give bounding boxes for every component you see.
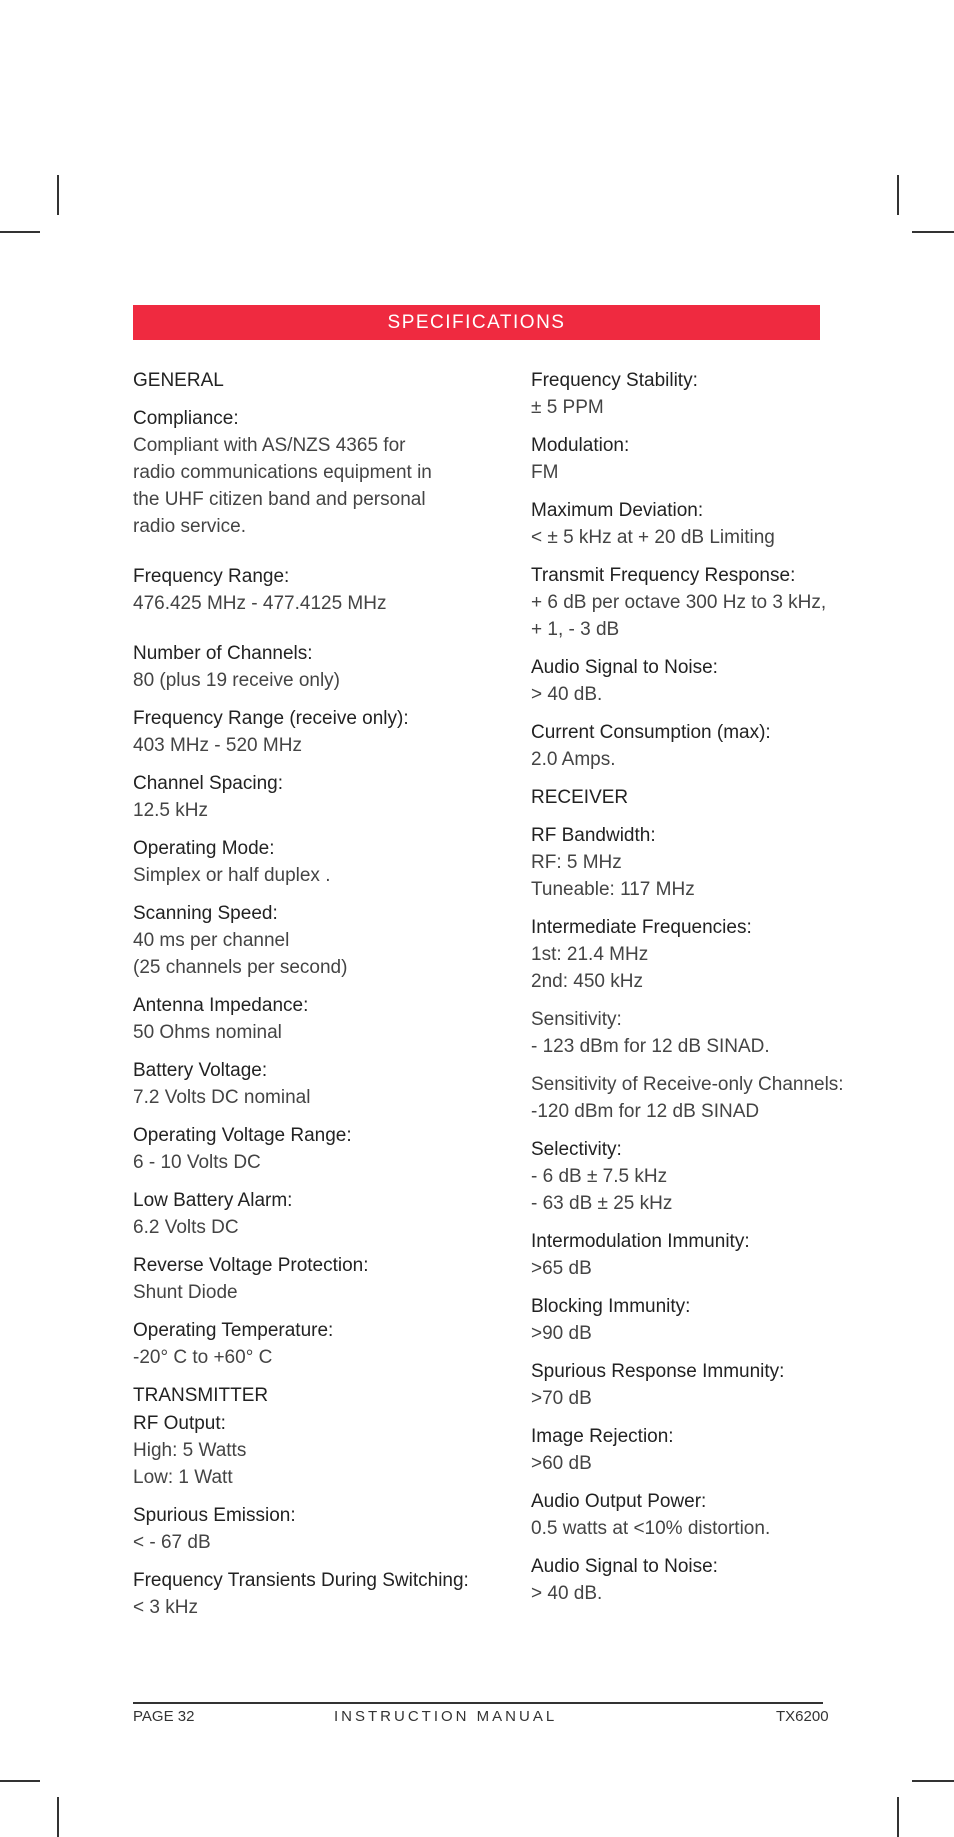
manual-title: INSTRUCTION MANUAL xyxy=(334,1708,558,1725)
spec-item-battery-voltage xyxy=(133,1057,503,1111)
spec-label: Audio Signal to Noise: xyxy=(531,657,718,678)
spec-value: - 6 dB ± 7.5 kHz - 63 dB ± 25 kHz xyxy=(531,1166,673,1214)
spec-item-intermodulation-immunity xyxy=(531,1228,931,1282)
spec-label: Audio Output Power: xyxy=(531,1491,707,1512)
spec-label: Sensitivity of Receive-only Channels: xyxy=(531,1074,844,1095)
crop-mark xyxy=(57,1797,59,1837)
spec-label: Transmit Frequency Response: xyxy=(531,565,796,586)
spec-item-rf-output xyxy=(133,1410,503,1491)
spec-label: Audio Signal to Noise: xyxy=(531,1556,718,1577)
spec-item-rf-bandwidth xyxy=(531,822,931,903)
spec-value: + 6 dB per octave 300 Hz to 3 kHz, + 1, - 3 dB xyxy=(531,592,827,640)
spec-value: Shunt Diode xyxy=(133,1282,238,1303)
spec-item-operating-voltage-range xyxy=(133,1122,503,1176)
section-heading-general: GENERAL xyxy=(133,370,224,391)
spec-item-reverse-voltage-protection xyxy=(133,1252,503,1306)
spec-value: 0.5 watts at <10% distortion. xyxy=(531,1518,771,1539)
spec-value: > 40 dB. xyxy=(531,684,603,705)
spec-item-modulation xyxy=(531,432,931,486)
spec-value: < - 67 dB xyxy=(133,1532,211,1553)
spec-item-low-battery-alarm xyxy=(133,1187,503,1241)
spec-item-sensitivity-of-receive-only-channels xyxy=(531,1071,931,1125)
spec-label: Blocking Immunity: xyxy=(531,1296,691,1317)
spec-value: -120 dBm for 12 dB SINAD xyxy=(531,1101,760,1122)
spec-label: Maximum Deviation: xyxy=(531,500,704,521)
spec-item-spurious-emission xyxy=(133,1502,503,1556)
spec-item-current-consumption-max xyxy=(531,719,931,773)
spec-value: 6 - 10 Volts DC xyxy=(133,1152,261,1173)
spec-value: >90 dB xyxy=(531,1323,592,1344)
spec-label: Selectivity: xyxy=(531,1139,622,1160)
spec-value: ± 5 PPM xyxy=(531,397,604,418)
crop-mark xyxy=(897,1797,899,1837)
spec-value: 12.5 kHz xyxy=(133,800,208,821)
spec-label: Image Rejection: xyxy=(531,1426,674,1447)
spec-item-audio-output-power xyxy=(531,1488,931,1542)
spec-item-operating-temperature xyxy=(133,1317,503,1371)
spec-label: Low Battery Alarm: xyxy=(133,1190,293,1211)
spec-label: Operating Mode: xyxy=(133,838,275,859)
spec-item-intermediate-frequencies xyxy=(531,914,931,995)
spec-item-frequency-transients-during-switching xyxy=(133,1567,503,1621)
spec-label: Frequency Range (receive only): xyxy=(133,708,409,729)
spec-item-operating-mode xyxy=(133,835,503,889)
crop-mark xyxy=(0,231,40,233)
spec-item-scanning-speed xyxy=(133,900,503,981)
spec-value: FM xyxy=(531,462,559,483)
spec-value: Compliant with AS/NZS 4365 for radio communications equipment in the UHF citizen band and personal radio service. xyxy=(133,435,432,537)
spec-label: Intermediate Frequencies: xyxy=(531,917,752,938)
spec-item-transmit-frequency-response xyxy=(531,562,931,643)
spec-item-maximum-deviation xyxy=(531,497,931,551)
spec-value: >70 dB xyxy=(531,1388,592,1409)
spec-label: Antenna Impedance: xyxy=(133,995,309,1016)
crop-mark xyxy=(57,175,59,215)
spec-item-frequency-stability xyxy=(531,367,931,421)
right-spec-column xyxy=(531,367,931,1618)
spec-label: Number of Channels: xyxy=(133,643,313,664)
spec-item-compliance xyxy=(133,405,503,540)
spec-value: 7.2 Volts DC nominal xyxy=(133,1087,311,1108)
spec-label: Scanning Speed: xyxy=(133,903,278,924)
spec-label: Compliance: xyxy=(133,408,239,429)
spec-label: RF Output: xyxy=(133,1413,226,1434)
spec-label: Operating Temperature: xyxy=(133,1320,334,1341)
spec-label: Frequency Stability: xyxy=(531,370,698,391)
spec-value: 2.0 Amps. xyxy=(531,749,616,770)
spec-value: 403 MHz - 520 MHz xyxy=(133,735,302,756)
spec-value: 6.2 Volts DC xyxy=(133,1217,239,1238)
spec-label: Current Consumption (max): xyxy=(531,722,771,743)
spec-item-antenna-impedance xyxy=(133,992,503,1046)
spec-value: Simplex or half duplex . xyxy=(133,865,331,886)
crop-mark xyxy=(897,175,899,215)
spec-label: Spurious Response Immunity: xyxy=(531,1361,785,1382)
spec-item-number-of-channels xyxy=(133,640,503,694)
spec-label: Spurious Emission: xyxy=(133,1505,296,1526)
spec-label: Battery Voltage: xyxy=(133,1060,268,1081)
spec-item-frequency-range xyxy=(133,563,503,617)
spec-label: Operating Voltage Range: xyxy=(133,1125,352,1146)
spec-value: >65 dB xyxy=(531,1258,592,1279)
crop-mark xyxy=(912,231,954,233)
spec-item-frequency-range-receive-only xyxy=(133,705,503,759)
page-number: PAGE 32 xyxy=(133,1708,195,1725)
spec-value: High: 5 Watts Low: 1 Watt xyxy=(133,1440,247,1488)
section-heading-transmitter: TRANSMITTER xyxy=(133,1385,269,1406)
spec-value: > 40 dB. xyxy=(531,1583,603,1604)
spec-label: Reverse Voltage Protection: xyxy=(133,1255,369,1276)
spec-value: -20° C to +60° C xyxy=(133,1347,273,1368)
spec-item-channel-spacing xyxy=(133,770,503,824)
section-heading-receiver: RECEIVER xyxy=(531,787,629,808)
spec-label: Frequency Transients During Switching: xyxy=(133,1570,469,1591)
spec-item-image-rejection xyxy=(531,1423,931,1477)
spec-value: - 123 dBm for 12 dB SINAD. xyxy=(531,1036,770,1057)
spec-value: 476.425 MHz - 477.4125 MHz xyxy=(133,593,387,614)
spec-item-selectivity xyxy=(531,1136,931,1217)
spec-label: Intermodulation Immunity: xyxy=(531,1231,750,1252)
spec-item-audio-signal-to-noise xyxy=(531,654,931,708)
spec-label: RF Bandwidth: xyxy=(531,825,656,846)
crop-mark xyxy=(912,1780,954,1782)
section-banner: SPECIFICATIONS xyxy=(133,305,820,340)
spec-item-spurious-response-immunity xyxy=(531,1358,931,1412)
spec-item-blocking-immunity xyxy=(531,1293,931,1347)
spec-label: Sensitivity: xyxy=(531,1009,622,1030)
spec-label: Modulation: xyxy=(531,435,630,456)
spec-value: < 3 kHz xyxy=(133,1597,198,1618)
left-spec-column xyxy=(133,367,503,1632)
model-number: TX6200 xyxy=(776,1708,829,1725)
spec-value: 40 ms per channel (25 channels per second) xyxy=(133,930,348,978)
spec-value: 1st: 21.4 MHz 2nd: 450 kHz xyxy=(531,944,649,992)
footer-rule xyxy=(133,1702,823,1704)
spec-label: Frequency Range: xyxy=(133,566,290,587)
spec-item-audio-signal-to-noise xyxy=(531,1553,931,1607)
spec-label: Channel Spacing: xyxy=(133,773,283,794)
spec-item-sensitivity xyxy=(531,1006,931,1060)
spec-value: < ± 5 kHz at + 20 dB Limiting xyxy=(531,527,775,548)
crop-mark xyxy=(0,1780,40,1782)
spec-value: 80 (plus 19 receive only) xyxy=(133,670,340,691)
spec-value: RF: 5 MHz Tuneable: 117 MHz xyxy=(531,852,695,900)
spec-value: >60 dB xyxy=(531,1453,592,1474)
spec-value: 50 Ohms nominal xyxy=(133,1022,282,1043)
